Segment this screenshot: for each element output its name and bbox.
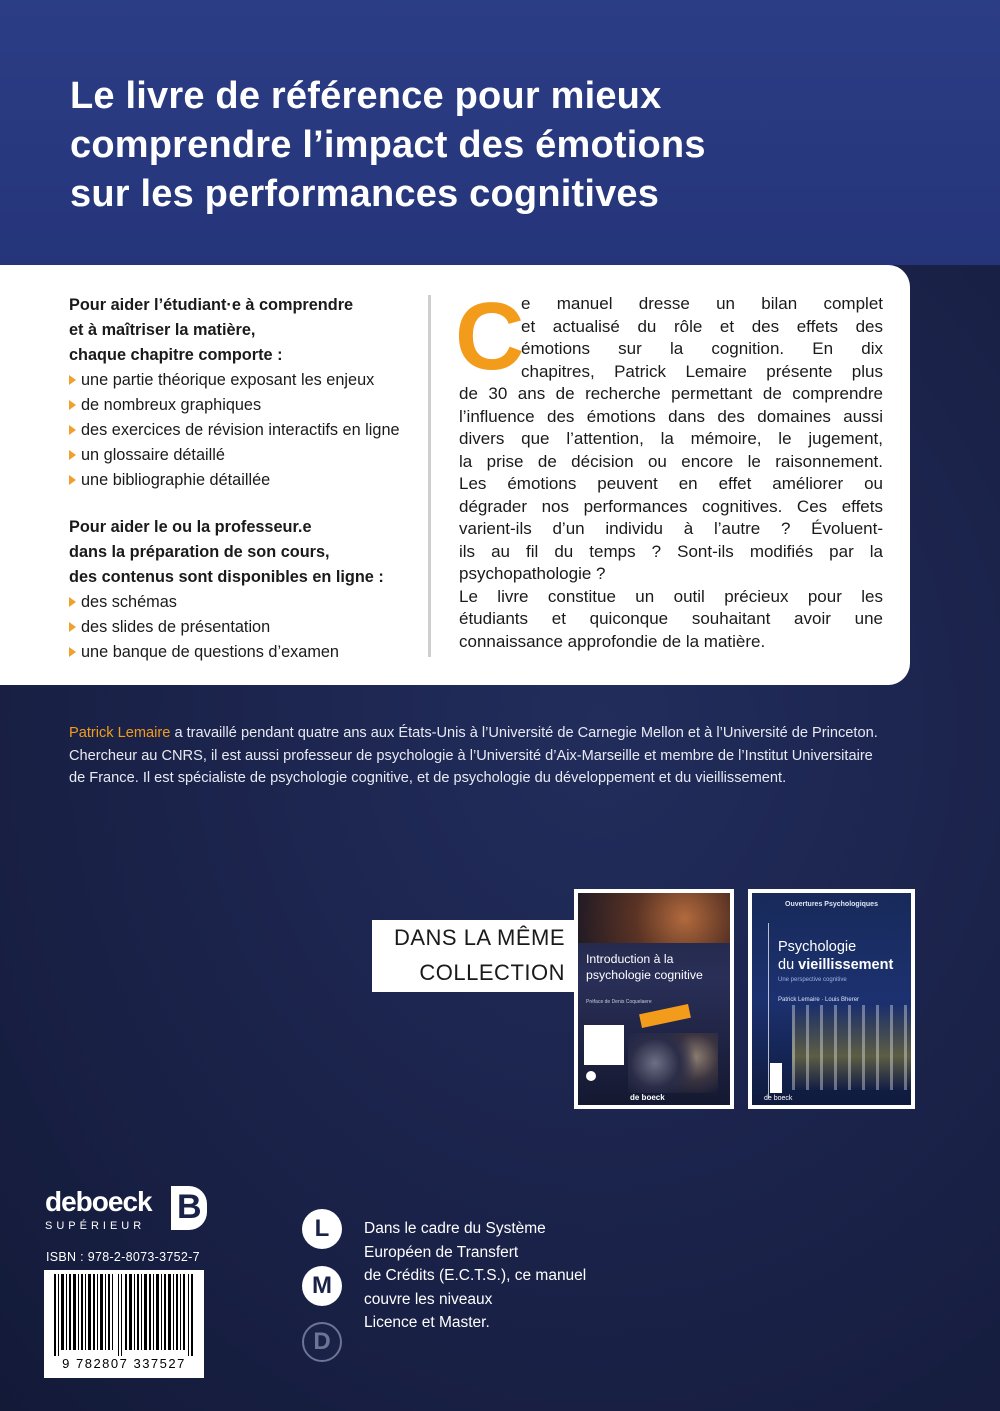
publisher-logo: deboeck SUPÉRIEUR B	[45, 1186, 205, 1238]
teachers-list	[69, 590, 419, 665]
headline-line: Le livre de référence pour mieux	[70, 75, 662, 117]
barcode-number: 9 782807 337527	[62, 1356, 186, 1371]
barcode	[44, 1270, 204, 1378]
logo-b-icon: B	[171, 1186, 207, 1230]
book-sticker	[639, 1004, 691, 1028]
headline	[70, 72, 950, 219]
description-line: dégrader nos performances cognitives. Ces effets	[459, 496, 883, 516]
headline-line: comprendre l’impact des émotions	[70, 124, 706, 166]
teachers-intro: dans la préparation de son cours,	[69, 543, 330, 561]
arrow-bullet-icon	[69, 375, 76, 385]
headline-line: sur les performances cognitives	[70, 173, 660, 215]
students-intro: Pour aider l’étudiant·e à comprendre	[69, 296, 354, 314]
bio-text: de France. Il est spécialiste de psychologie cognitive, et de psychologie du développement et du vieillissement.	[69, 770, 787, 786]
book-features-box	[584, 1025, 624, 1065]
faces-image	[628, 1033, 718, 1093]
level-dot-icon	[586, 1071, 596, 1081]
book-title: du vieillissement	[778, 957, 894, 973]
brain-image	[578, 893, 730, 943]
arrow-bullet-icon	[69, 450, 76, 460]
bio-text: a travaillé pendant quatre ans aux États-Unis à l’Université de Carnegie Mellon et à l’Université de Princeton.	[170, 725, 878, 741]
description-line: e manuel dresse un bilan complet	[521, 294, 883, 313]
level-master-icon: M	[302, 1266, 342, 1306]
arrow-bullet-icon	[69, 475, 76, 485]
author-name: Patrick Lemaire	[69, 725, 171, 741]
description-line: varient-ils d’un individu à l’autre ? Évoluent-	[459, 519, 883, 538]
list-item: de nombreux graphiques	[69, 393, 419, 418]
list-item: une banque de questions d’examen	[69, 640, 419, 665]
description-line: divers que l’attention, la mémoire, le jugement,	[459, 429, 883, 448]
students-intro: et à maîtriser la matière,	[69, 321, 256, 339]
description-line: étudiants et quiconque souhaitant avoir une	[459, 609, 883, 628]
arrow-bullet-icon	[69, 425, 76, 435]
level-doctorat-icon: D	[302, 1322, 342, 1362]
book-series: Ouvertures Psychologiques	[785, 901, 878, 908]
list-item: des slides de présentation	[69, 615, 419, 640]
bio-text: Chercheur au CNRS, il est aussi professeur de psychologie à l’Université d’Aix-Marseille et membre de l’Institut Universitaire	[69, 747, 873, 764]
level-licence-icon: L	[302, 1209, 342, 1249]
students-intro: chaque chapitre comporte :	[69, 346, 283, 364]
column-divider	[428, 295, 431, 657]
lmd-badge	[770, 1063, 782, 1093]
info-panel	[0, 265, 910, 685]
ects-note: Dans le cadre du Système Européen de Transfert de Crédits (E.C.T.S.), ce manuel couvre les niveaux Licence et Master.	[364, 1220, 587, 1331]
list-item: des exercices de révision interactifs en ligne	[69, 418, 419, 443]
arrow-bullet-icon	[69, 622, 76, 632]
isbn: ISBN : 978-2-8073-3752-7	[46, 1250, 200, 1264]
description-line: connaissance approfondie de la matière.	[459, 631, 766, 651]
description-line: de 30 ans de recherche permettant de comprendre	[459, 384, 883, 403]
description-line: chapitres, Patrick Lemaire présente plus	[521, 361, 883, 381]
description-text	[459, 293, 883, 653]
list-item: une bibliographie détaillée	[69, 468, 419, 493]
description-line: l’influence des émotions dans des domaines aussi	[459, 406, 883, 426]
arrow-bullet-icon	[69, 597, 76, 607]
book-title: Introduction à la psychologie cognitive	[586, 952, 703, 982]
collection-book-cover[interactable]	[574, 889, 734, 1109]
arrow-bullet-icon	[69, 647, 76, 657]
book-subtitle: Une perspective cognitive	[778, 977, 847, 983]
list-item: une partie théorique exposant les enjeux	[69, 368, 419, 393]
features-column	[69, 293, 419, 665]
drop-cap: C	[455, 283, 525, 390]
description-line: émotions sur la cognition. En dix	[521, 339, 883, 358]
description-line: ils au fil du temps ? Sont-ils modifiés par la	[459, 541, 883, 561]
description-line: Le livre constitue un outil précieux pour les	[459, 586, 883, 606]
students-list	[69, 368, 419, 493]
teachers-intro: Pour aider le ou la professeur.e	[69, 518, 312, 536]
arrow-bullet-icon	[69, 400, 76, 410]
book-publisher: de boeck	[630, 1093, 665, 1102]
teachers-intro: des contenus sont disponibles en ligne :	[69, 568, 384, 586]
list-item: un glossaire détaillé	[69, 443, 419, 468]
cover-rule	[768, 923, 769, 1098]
book-title: Psychologie	[778, 939, 857, 955]
book-publisher: de boeck	[764, 1095, 793, 1102]
barcode-bars	[52, 1274, 196, 1356]
description-line: et actualisé du rôle et des effets des	[521, 316, 883, 336]
description-line: la prise de décision ou encore le raisonnement.	[459, 451, 883, 471]
collection-book-cover[interactable]	[748, 889, 915, 1109]
book-preface: Préface de Denis Coquelaere	[586, 999, 652, 1005]
cover-artwork	[792, 1005, 912, 1090]
author-bio	[69, 722, 939, 790]
book-authors: Patrick Lemaire · Louis Bherer	[778, 997, 860, 1003]
description-line: psychopathologie ?	[459, 564, 606, 583]
collection-label: DANS LA MÊME COLLECTION	[372, 920, 577, 992]
list-item: des schémas	[69, 590, 419, 615]
description-line: Les émotions peuvent en effet améliorer ou	[459, 474, 883, 493]
